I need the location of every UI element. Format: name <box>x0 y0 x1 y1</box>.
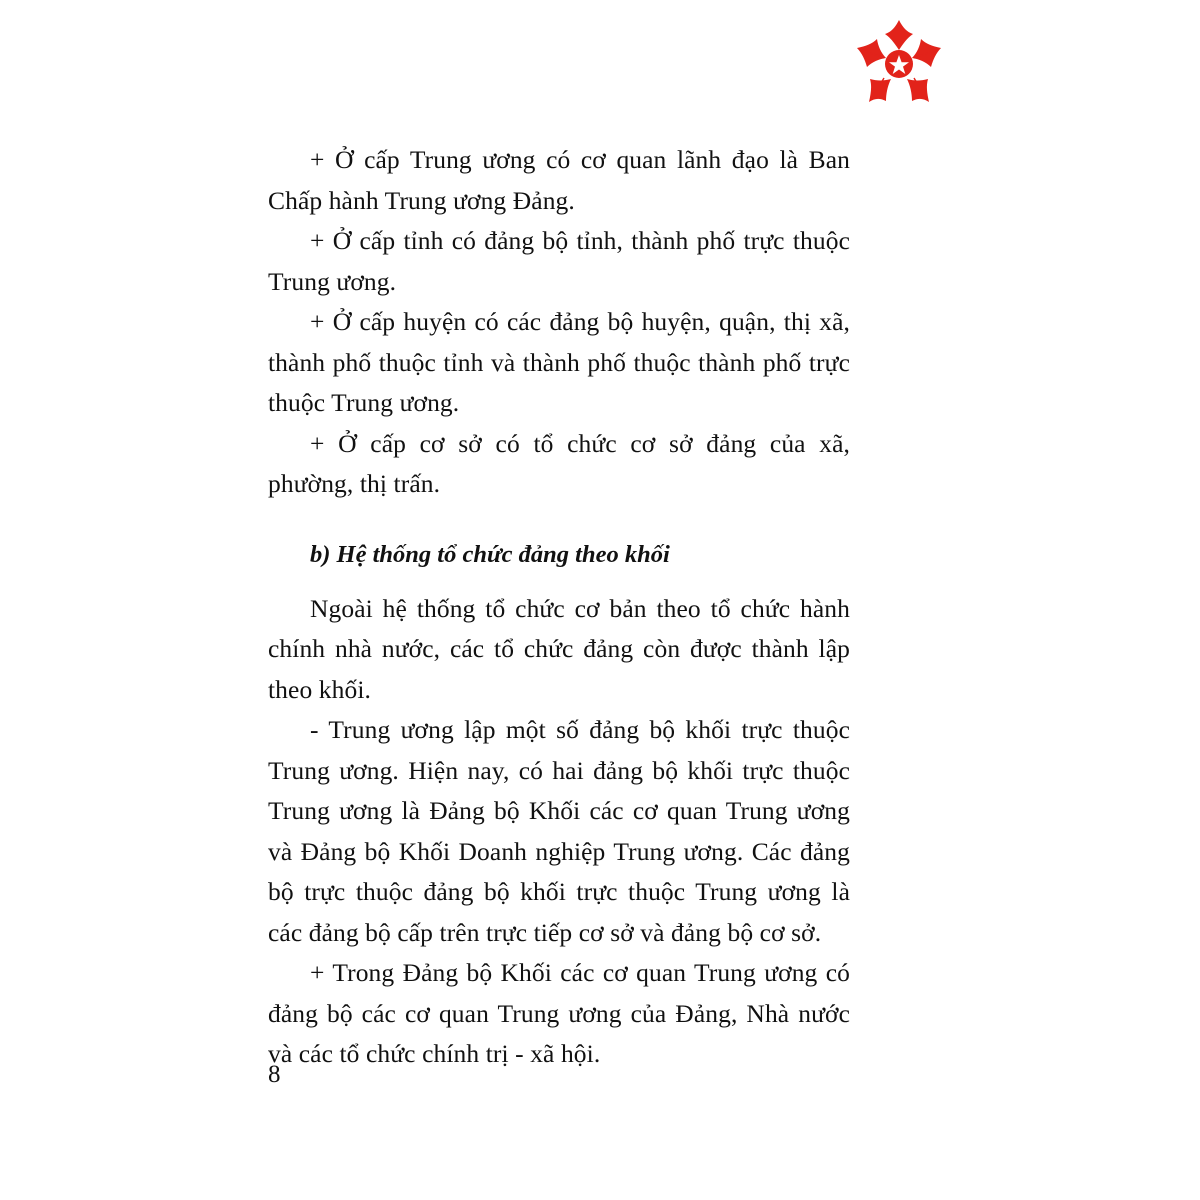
paragraph: + Ở cấp cơ sở có tổ chức cơ sở đảng của xã, phường, thị trấn. <box>268 428 850 498</box>
section-heading: b) Hệ thống tổ chức đảng theo khối <box>310 540 670 568</box>
page-number: 8 <box>268 1061 281 1088</box>
body-text <box>268 140 850 1075</box>
paragraph: Ngoài hệ thống tổ chức cơ bản theo tổ chức hành chính nhà nước, các tổ chức đảng còn được thành lập theo khối. <box>268 593 850 704</box>
paragraph: - Trung ương lập một số đảng bộ khối trực thuộc Trung ương. Hiện nay, có hai đảng bộ khối trực thuộc Trung ương là Đảng bộ Khối các cơ quan Trung ương và Đảng bộ Khối Doanh nghiệp Trung ương. Các đảng bộ trực thuộc đảng bộ khối trực thuộc Trung ương là các đảng bộ cấp trên trực tiếp cơ sở và đảng bộ cơ sở. <box>268 715 850 947</box>
red-floral-star-ornament <box>851 18 947 104</box>
paragraph: + Ở cấp huyện có các đảng bộ huyện, quận, thị xã, thành phố thuộc tỉnh và thành phố thuộc thành phố trực thuộc Trung ương. <box>268 307 850 417</box>
paragraph: + Trong Đảng bộ Khối các cơ quan Trung ương có đảng bộ các cơ quan Trung ương của Đảng, Nhà nước và các tổ chức chính trị - xã hội. <box>268 958 850 1068</box>
paragraph: + Ở cấp Trung ương có cơ quan lãnh đạo là Ban Chấp hành Trung ương Đảng. <box>268 145 850 215</box>
paragraph: + Ở cấp tỉnh có đảng bộ tỉnh, thành phố trực thuộc Trung ương. <box>268 226 850 296</box>
